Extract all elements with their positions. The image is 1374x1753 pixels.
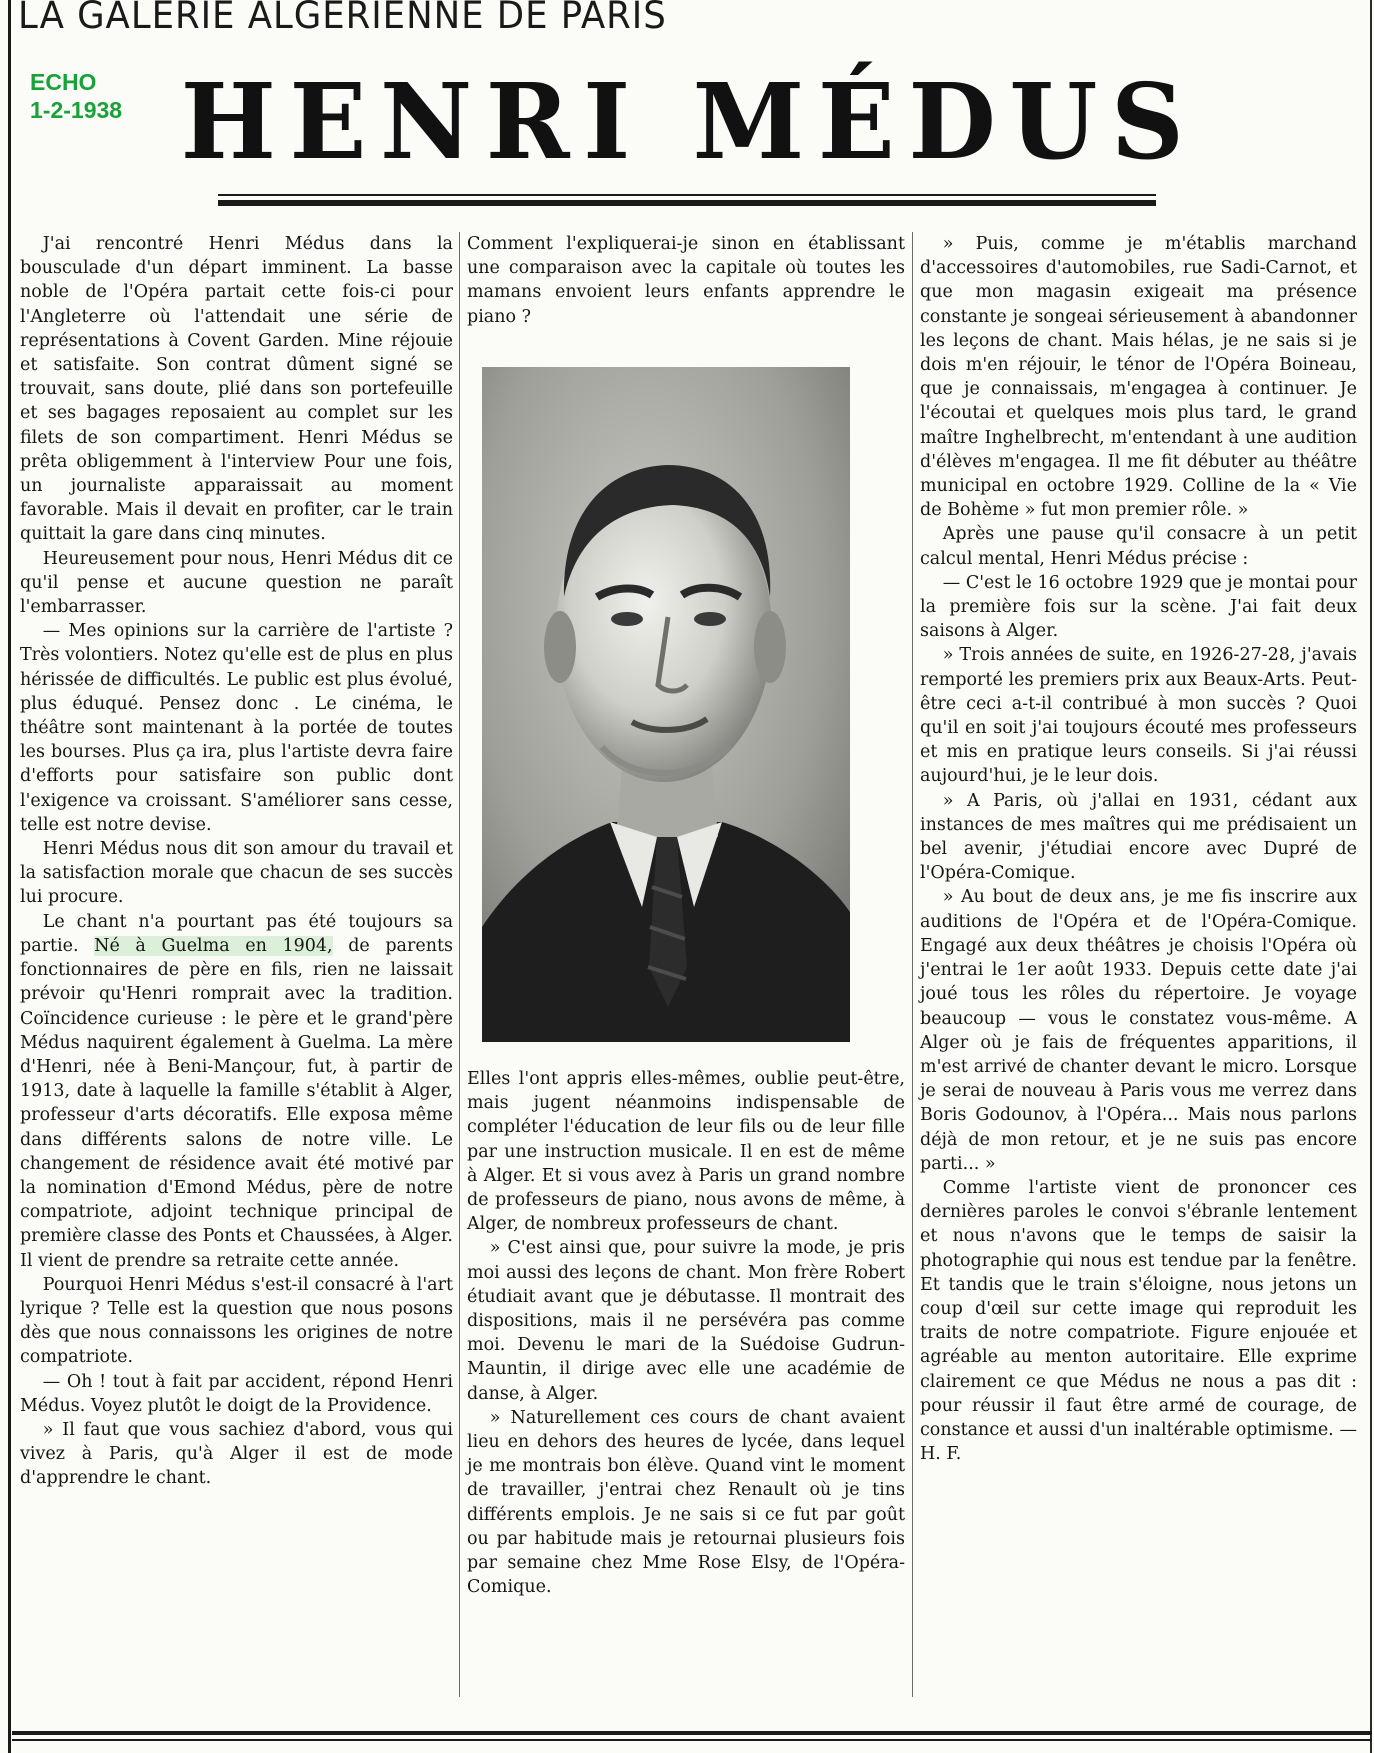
paragraph: Elles l'ont appris elles-mêmes, oublie peut-être, mais jugent néanmoins indispensable de compléter l'éducation de leur fils ou de leur fille par une instruction musicale. Il en est de même à Alger. Et si vous avez à Paris un grand nombre de professeurs de piano, nous avons de même, à Alger, de nombreux professeurs de chant.: [467, 1069, 905, 1235]
paragraph: Pourquoi Henri Médus s'est-il consacré à l'art lyrique ? Telle est la question que nous posons dès que nous connaissons les origines de notre compatriote.: [20, 1274, 453, 1368]
paragraph: » Il faut que vous sachiez d'abord, vous qui vivez à Paris, qu'à Alger il est de mode d'apprendre le chant.: [20, 1419, 453, 1489]
right-border-rule: [1370, 0, 1372, 1753]
paragraph: Heureusement pour nous, Henri Médus dit ce qu'il pense et aucune question ne paraît l'embarrasser.: [20, 548, 453, 618]
paragraph: — Oh ! tout à fait par accident, répond Henri Médus. Voyez plutôt le doigt de la Providence.: [20, 1371, 453, 1416]
portrait-photo: [482, 367, 850, 1042]
paragraph: » Naturellement ces cours de chant avaient lieu en dehors des heures de lycée, dans lequel je me montrais bon élève. Quand vint le moment de travailler, j'entrai chez Renault où je tins différents emplois. Je ne sais si ce fut par goût ou par habitude mais je retournai plusieurs fois par semaine chez Mme Rose Elsy, de l'Opéra-Comique.: [467, 1407, 905, 1598]
paragraph: Henri Médus nous dit son amour du travail et la satisfaction morale que chacun de ses succès lui procure.: [20, 839, 453, 908]
column-divider: [912, 232, 913, 1697]
paragraph: J'ai rencontré Henri Médus dans la bousculade d'un départ imminent. La basse noble de l'Opéra partait cette fois-ci pour l'Angleterre où l'attendait une série de représentations à Covent Garden. Mine réjouie et satisfaite. Son contrat dûment signé se trouvait, sans doute, plié dans son portefeuille et ses bagages reposaient au complet sur les filets de son compartiment. Henri Médus se prêta obligemment à l'interview Pour une fois, un journaliste apparaissait au moment favorable. Mais il devait en profiter, car le train quittait la gare dans cinq minutes.: [20, 234, 453, 545]
left-border-rule: [8, 0, 11, 1753]
paragraph: Comme l'artiste vient de prononcer ces dernières paroles le convoi s'ébranle lentement et nous n'avons que le temps de saisir la photographie qui nous est tendue par la fenêtre. Et tandis que le train s'éloigne, nous jetons un coup d'œil sur cette image qui reproduit les traits de notre compatriote. Figure enjouée et agréable au menton autoritaire. Elle exprime clairement ce que Médus ne nous a pas dit : pour réussir il faut être armé de courage, de constance et aussi d'un inaltérable optimisme. — H. F.: [920, 1177, 1357, 1465]
footer-rule-thick: [12, 1731, 1372, 1735]
source-stamp: [30, 68, 122, 124]
article-column-3: [920, 232, 1357, 1466]
paragraph: » Puis, comme je m'établis marchand d'accessoires d'automobiles, rue Sadi-Carnot, et que mon magasin exigeait ma présence constante je songeai sérieusement à abandonner les leçons de chant. Mais hélas, je ne sais si je dois m'en réjouir, le ténor de l'Opéra Boineau, que je connaissais, m'engagea à continuer. Je l'écoutai et quelques mois plus tard, le grand maître Inghelbrecht, m'entendant à une audition d'élèves m'engagea. Il me fit débuter au théâtre municipal en octobre 1929. Colline de la « Vie de Bohème » fut mon premier rôle. »: [920, 234, 1357, 521]
column-divider: [459, 232, 460, 1697]
highlighted-birth-text: Né à Guelma en 1904,: [94, 935, 333, 956]
footer-rule-thin: [12, 1739, 1372, 1741]
headline-rule-thin: [218, 194, 1156, 196]
stamp-date: 1-2-1938: [30, 97, 123, 123]
paragraph: » Au bout de deux ans, je me fis inscrire aux auditions de l'Opéra et de l'Opéra-Comique. Engagé aux deux théâtres je choisis l'Opéra où j'entrai le 1er août 1933. Depuis cette date j'ai joué tous les rôles du répertoire. Je voyage beaucoup — vous le constatez vous-même. A Alger où je fais de fréquentes apparitions, il m'est arrivé de chanter devant le micro. Lorsque je serai de nouveau à Paris vous me verrez dans Boris Godounov, à l'Opéra... Mais nous parlons déjà de mon retour, et je ne suis pas encore parti... »: [920, 887, 1357, 1174]
section-kicker: LA GALERIE ALGERIENNE DE PARIS: [18, 0, 667, 37]
paragraph: — C'est le 16 octobre 1929 que je montai pour la première fois sur la scène. J'ai fait deux saisons à Alger.: [920, 572, 1357, 642]
paragraph: » A Paris, où j'allai en 1931, cédant aux instances de mes maîtres qui me prédisaient un bel avenir, j'étudiai encore avec Dupré de l'Opéra-Comique.: [920, 790, 1357, 884]
paragraph: Comment l'expliquerai-je sinon en établissant une comparaison avec la capitale où toutes les mamans envoient leurs enfants apprendre le piano ?: [467, 234, 905, 327]
paragraph: » Trois années de suite, en 1926-27-28, j'avais remporté les premiers prix aux Beaux-Arts. Peut-être ceci a-t-il contribué à mon succès ? Quoi qu'il en soit j'ai toujours écouté mes professeurs et mis en pratique leurs conseils. Si j'ai réussi aujourd'hui, je le leur dois.: [920, 645, 1357, 787]
article-column-2-top: [467, 232, 905, 329]
portrait-photo-icon: [482, 367, 850, 1042]
article-headline: HENRI MÉDUS: [180, 60, 1198, 183]
headline-rule-thick: [218, 200, 1156, 206]
paragraph: Après une pause qu'il consacre à un petit calcul mental, Henri Médus précise :: [920, 524, 1357, 569]
paragraph: — Mes opinions sur la carrière de l'artiste ? Très volontiers. Notez qu'elle est de plus en plus hérissée de difficultés. Le public est plus évolué, plus éduqué. Pensez donc . Le cinéma, le théâtre sont maintenant à la portée de toutes les bourses. Plus ça ira, plus l'artiste devra faire d'efforts pour satisfaire son public dont l'exigence va croissant. S'améliorer sans cesse, telle est notre devise.: [20, 621, 453, 835]
text-span: Le chant n'a pourtant pas été toujours sa partie.: [20, 911, 453, 956]
paragraph: [20, 910, 453, 1273]
stamp-source: ECHO: [30, 69, 97, 95]
article-column-2-bottom: [467, 1067, 905, 1599]
paragraph: » C'est ainsi que, pour suivre la mode, je pris moi aussi des leçons de chant. Mon frère Robert étudiait avant que je débutasse. Il montrait des dispositions, mais il ne persévéra pas comme moi. Devenu le mari de la Suédoise Gudrun-Mauntin, il dirige avec elle une académie de danse, à Alger.: [467, 1238, 905, 1404]
text-span: de parents fonctionnaires de père en fils, rien ne laissait prévoir qu'Henri romprait avec la tradition. Coïncidence curieuse : le père et le grand'père Médus naquirent également à Guelma. La mère d'Henri, née à Beni-Mançour, fut, à partir de 1913, date à laquelle la famille s'établit à Alger, professeur d'arts décoratifs. Elle exposa même dans différents salons de notre ville. Le changement de résidence avait été motivé par la nomination d'Emond Médus, père de notre compatriote, adjoint technique principal de première classe des Ponts et Chaussées, à Alger. Il vient de prendre sa retraite cette année.: [20, 935, 453, 1271]
article-column-1: [20, 232, 453, 1491]
